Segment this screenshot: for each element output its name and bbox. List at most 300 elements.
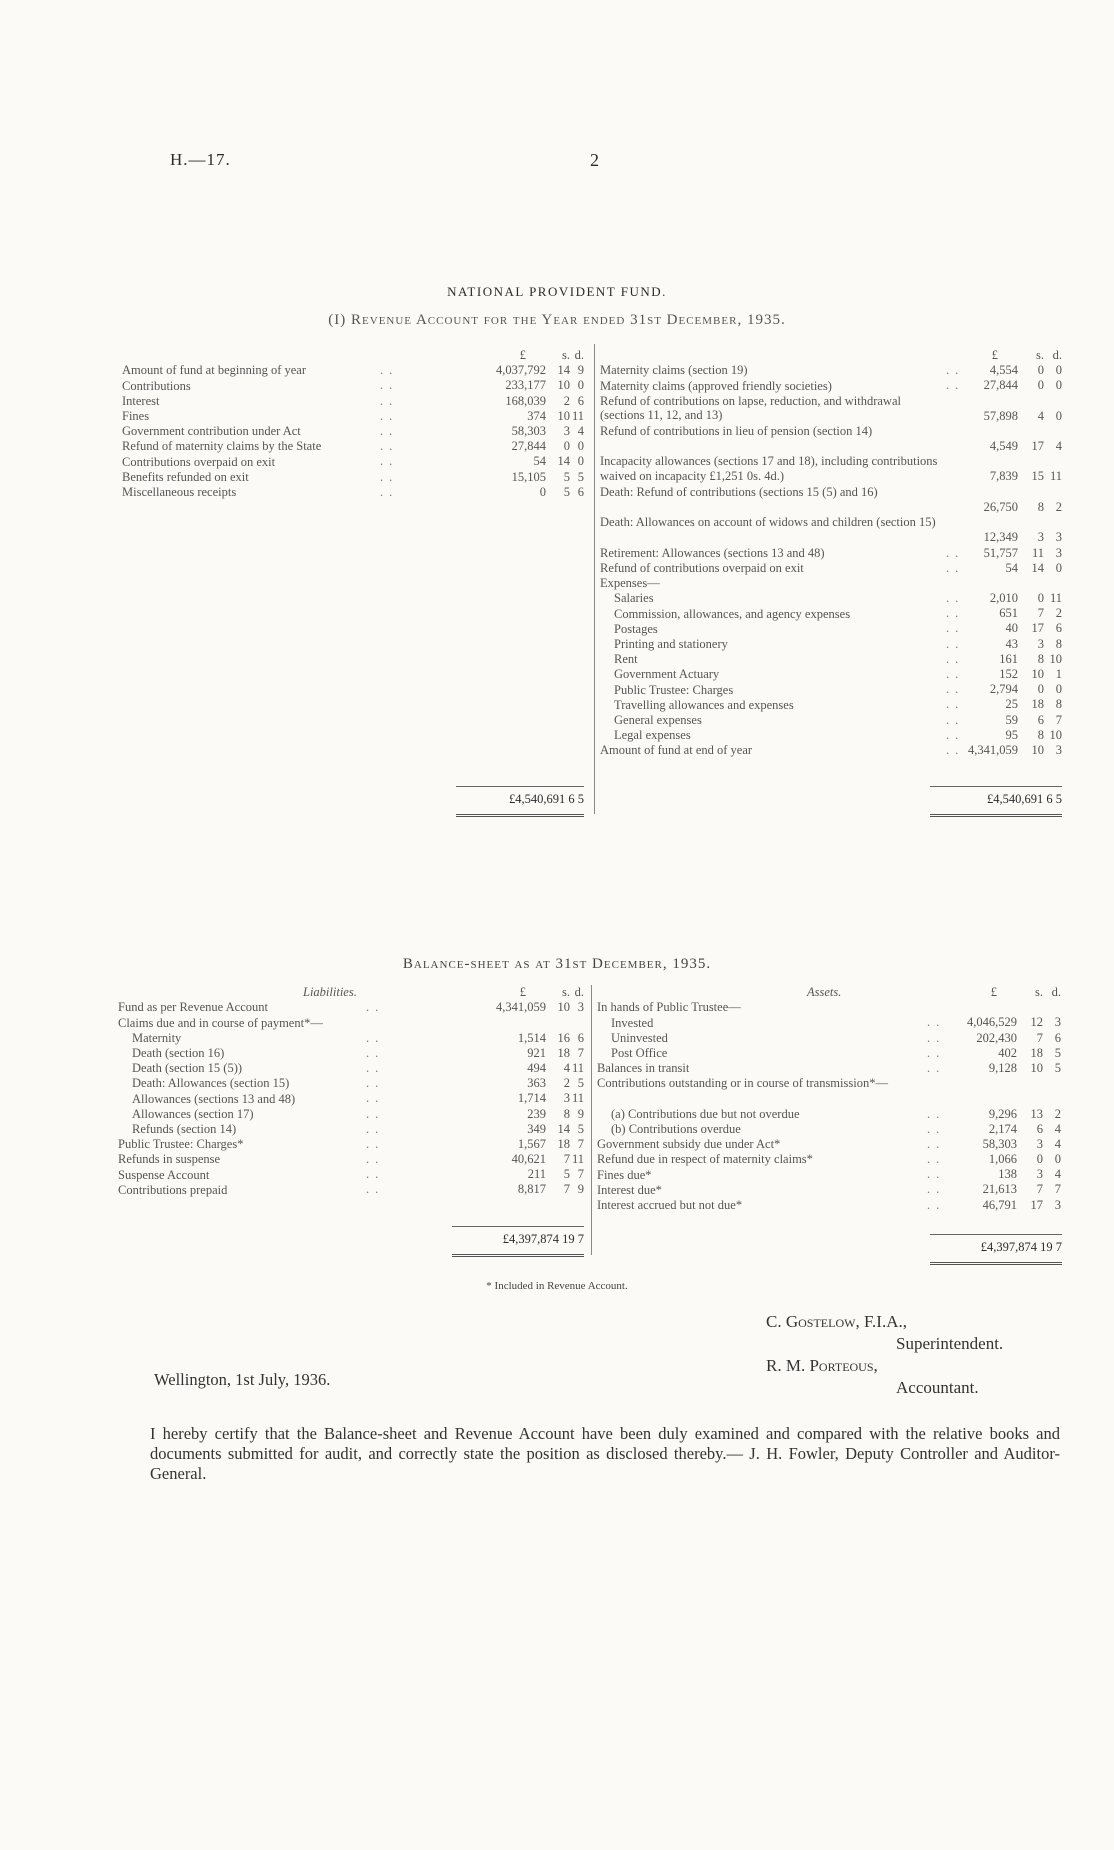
amount-pence: 5 — [1054, 1045, 1061, 1060]
leader-dots: .. — [946, 378, 965, 393]
amount-pounds: 4,549 — [989, 438, 1018, 453]
table-row — [118, 1152, 588, 1167]
row-label: General expenses — [614, 712, 702, 727]
table-row — [597, 1182, 1067, 1197]
amount-pence: 7 — [577, 1045, 584, 1060]
amount-pence: 2 — [1054, 1106, 1061, 1121]
amount-pounds: 4,037,792 — [496, 363, 546, 378]
amount-pence: 5 — [577, 469, 584, 484]
amount-shillings: 8 — [1037, 499, 1044, 514]
revenue-total: £4,540,691 6 5 — [509, 792, 584, 806]
amount-pounds: 4,341,059 — [968, 742, 1018, 757]
amount-shillings: 4 — [1037, 408, 1044, 423]
pound-column-head: £ — [991, 348, 998, 362]
leader-dots: .. — [946, 742, 965, 757]
table-row — [600, 697, 1066, 712]
row-label: Contributions — [122, 378, 191, 393]
amount-pounds: 58,303 — [982, 1136, 1017, 1151]
shilling-column-head: s. — [1035, 985, 1043, 999]
amount-shillings: 2 — [563, 393, 570, 408]
amount-pounds: 27,844 — [983, 378, 1018, 393]
total-rule — [452, 1226, 584, 1227]
table-row — [600, 394, 1066, 424]
amount-shillings: 4 — [563, 1060, 570, 1075]
row-label: Salaries — [614, 591, 654, 606]
table-row — [600, 546, 1066, 561]
amount-pence: 7 — [577, 1136, 584, 1151]
total-double-rule — [930, 814, 1062, 817]
amount-pence: 8 — [1055, 636, 1062, 651]
table-row — [118, 1122, 588, 1137]
amount-pence: 0 — [1055, 378, 1062, 393]
amount-pence: 9 — [577, 1182, 584, 1197]
table-row — [600, 621, 1066, 636]
amount-pence: 9 — [577, 363, 584, 378]
amount-shillings: 7 — [563, 1182, 570, 1197]
table-row — [118, 1046, 588, 1061]
total-rule — [456, 786, 584, 787]
amount-shillings: 3 — [1036, 1167, 1043, 1182]
table-row — [600, 454, 1066, 484]
leader-dots: .. — [380, 484, 399, 499]
shilling-column-head: s. — [562, 985, 570, 999]
amount-pence: 2 — [1055, 606, 1062, 621]
table-row — [597, 1031, 1067, 1046]
amount-shillings: 3 — [1037, 530, 1044, 545]
table-row — [597, 1107, 1067, 1122]
row-label: Uninvested — [611, 1030, 668, 1045]
amount-pounds: 168,039 — [505, 393, 546, 408]
assets-table — [597, 985, 1067, 1213]
table-row — [600, 682, 1066, 697]
amount-shillings: 10 — [557, 378, 570, 393]
row-label: Refund due in respect of maternity claims* — [597, 1152, 813, 1167]
place-date: Wellington, 1st July, 1936. — [154, 1370, 331, 1389]
amount-shillings: 3 — [1036, 1136, 1043, 1151]
amount-shillings: 2 — [563, 1076, 570, 1091]
row-label: Interest due* — [597, 1182, 662, 1197]
leader-dots: .. — [946, 363, 965, 378]
row-label: Incapacity allowances (sections 17 and 18), including contributions waived on incapacity £1,251 0s. 4d.) — [600, 454, 938, 483]
leader-dots: .. — [946, 667, 965, 682]
table-row — [118, 1091, 588, 1106]
amount-shillings: 17 — [1030, 1197, 1043, 1212]
amount-pounds: 202,430 — [976, 1030, 1017, 1045]
leader-dots: .. — [366, 1136, 385, 1151]
amount-pounds: 349 — [527, 1121, 546, 1136]
leader-dots: .. — [366, 1106, 385, 1121]
amount-pounds: 9,128 — [988, 1060, 1017, 1075]
amount-pence: 3 — [1055, 545, 1062, 560]
amount-pounds: 161 — [999, 651, 1018, 666]
amount-pence: 0 — [1055, 363, 1062, 378]
table-row — [600, 713, 1066, 728]
amount-pence: 10 — [1049, 651, 1062, 666]
fund-title: NATIONAL PROVIDENT FUND. — [447, 284, 667, 299]
row-label: Invested — [611, 1015, 654, 1030]
amount-pence: 0 — [577, 439, 584, 454]
amount-pence: 9 — [577, 1106, 584, 1121]
amount-shillings: 10 — [557, 1000, 570, 1015]
table-row — [597, 1046, 1067, 1061]
amount-pence: 6 — [577, 484, 584, 499]
amount-shillings: 14 — [557, 363, 570, 378]
amount-pounds: 239 — [527, 1106, 546, 1121]
amount-shillings: 0 — [1037, 591, 1044, 606]
amount-pence: 4 — [1054, 1136, 1061, 1151]
leader-dots: .. — [366, 1121, 385, 1136]
table-row — [597, 1000, 1067, 1015]
amount-pounds: 2,794 — [989, 682, 1018, 697]
amount-pence: 4 — [1055, 438, 1062, 453]
amount-pence: 3 — [577, 1000, 584, 1015]
table-row — [118, 1031, 588, 1046]
table-row — [597, 1198, 1067, 1213]
amount-pounds: 95 — [1005, 727, 1018, 742]
amount-shillings: 3 — [563, 423, 570, 438]
row-label: Refund of maternity claims by the State — [122, 439, 322, 454]
amount-shillings: 18 — [557, 1045, 570, 1060]
row-label: Retirement: Allowances (sections 13 and 48) — [600, 545, 825, 560]
leader-dots: .. — [380, 378, 399, 393]
leader-dots: .. — [927, 1167, 946, 1182]
amount-shillings: 13 — [1030, 1106, 1043, 1121]
section-heading: Assets. — [807, 985, 842, 999]
row-label: Post Office — [611, 1046, 668, 1061]
amount-pounds: 402 — [998, 1045, 1017, 1060]
amount-pounds: 25 — [1005, 697, 1018, 712]
revenue-receipts-table — [122, 348, 588, 500]
total-double-rule — [456, 814, 584, 817]
amount-shillings: 0 — [1037, 682, 1044, 697]
amount-shillings: 0 — [1037, 378, 1044, 393]
amount-pence: 11 — [571, 1091, 584, 1106]
amount-pounds: 27,844 — [511, 439, 546, 454]
leader-dots: .. — [927, 1030, 946, 1045]
row-label: Government subsidy due under Act* — [597, 1137, 781, 1152]
row-label: Government contribution under Act — [122, 424, 301, 439]
amount-pence: 11 — [571, 1060, 584, 1075]
leader-dots: .. — [946, 727, 965, 742]
leader-dots: .. — [380, 393, 399, 408]
table-row — [122, 454, 588, 469]
signature-name-1: C. Gostelow, F.I.A., — [766, 1312, 907, 1331]
amount-pence: 0 — [577, 454, 584, 469]
row-label: Refund of contributions overpaid on exit — [600, 561, 804, 575]
leader-dots: .. — [366, 1045, 385, 1060]
row-label: Contributions overpaid on exit — [122, 454, 276, 469]
amount-pounds: 8,817 — [517, 1182, 546, 1197]
amount-pounds: 58,303 — [511, 423, 546, 438]
balance-divider — [591, 985, 592, 1255]
amount-pounds: 374 — [527, 408, 546, 423]
row-label: Contributions outstanding or in course of transmission*— — [597, 1076, 888, 1091]
amount-pounds: 54 — [1005, 560, 1018, 575]
amount-pence: 0 — [1055, 408, 1062, 423]
row-label: Commission, allowances, and agency expenses — [614, 606, 851, 621]
revenue-divider — [594, 344, 595, 814]
pound-column-head: £ — [519, 985, 526, 999]
table-row — [597, 1152, 1067, 1167]
leader-dots: .. — [380, 408, 399, 423]
total-double-rule — [452, 1254, 584, 1257]
amount-pounds: 1,567 — [517, 1136, 546, 1151]
amount-pounds: 4,341,059 — [496, 1000, 546, 1015]
audit-certificate: I hereby certify that the Balance-sheet and Revenue Account have been duly examined and compared with the relative books and documents submitted for audit, and correctly state the position as disclosed thereby.— J. H. Fowler, Deputy Controller and Auditor-General. — [150, 1424, 1060, 1483]
amount-shillings: 14 — [557, 454, 570, 469]
row-label: Refunds (section 14) — [132, 1121, 237, 1136]
table-row — [122, 439, 588, 454]
leader-dots: .. — [380, 454, 399, 469]
table-row — [597, 1122, 1067, 1137]
row-label: Death (section 16) — [132, 1046, 225, 1061]
table-row — [600, 652, 1066, 667]
amount-shillings: 18 — [1030, 1045, 1043, 1060]
row-label: Public Trustee: Charges* — [118, 1137, 244, 1152]
row-label: Government Actuary — [614, 667, 720, 682]
table-row — [122, 485, 588, 500]
row-label: Fines due* — [597, 1167, 652, 1182]
leader-dots: .. — [946, 697, 965, 712]
row-label: Amount of fund at beginning of year — [122, 363, 306, 378]
amount-pounds: 51,757 — [983, 545, 1018, 560]
row-label: Legal expenses — [614, 728, 691, 743]
table-row — [600, 728, 1066, 743]
column-header-row — [122, 348, 588, 363]
row-label: (a) Contributions due but not overdue — [611, 1106, 800, 1121]
table-row — [122, 378, 588, 393]
amount-pounds: 0 — [539, 484, 546, 499]
leader-dots: .. — [946, 636, 965, 651]
amount-pence: 6 — [1054, 1030, 1061, 1045]
row-label: Fines — [122, 409, 150, 424]
row-label: Death: Refund of contributions (sections 15 (5) and 16) — [600, 484, 878, 499]
amount-shillings: 6 — [1037, 712, 1044, 727]
amount-shillings: 5 — [563, 1167, 570, 1182]
leader-dots: .. — [927, 1152, 946, 1167]
leader-dots: .. — [380, 469, 399, 484]
column-header-row — [597, 985, 1067, 1000]
signature-title-2: Accountant. — [896, 1378, 979, 1397]
column-header-row — [118, 985, 588, 1000]
leader-dots: .. — [366, 1076, 385, 1091]
amount-pounds: 138 — [998, 1167, 1017, 1182]
table-row — [118, 1167, 588, 1182]
row-label: Miscellaneous receipts — [122, 484, 237, 499]
document-reference: H.—17. — [170, 150, 231, 169]
table-row — [118, 1000, 588, 1015]
amount-pence: 5 — [1054, 1060, 1061, 1075]
balance-total: £4,397,874 19 7 — [502, 1232, 584, 1246]
total-rule — [930, 1234, 1062, 1235]
row-label: Fund as per Revenue Account — [118, 1000, 268, 1015]
amount-pounds: 1,514 — [517, 1030, 546, 1045]
amount-pence: 1 — [1055, 667, 1062, 682]
row-label: Postages — [614, 621, 658, 636]
row-label: Maternity claims (section 19) — [600, 363, 748, 378]
leader-dots: .. — [946, 651, 965, 666]
amount-pounds: 651 — [999, 606, 1018, 621]
row-label: Interest accrued but not due* — [597, 1197, 743, 1212]
leader-dots: .. — [927, 1060, 946, 1075]
amount-shillings: 11 — [1031, 545, 1044, 560]
signature-title-1: Superintendent. — [896, 1334, 1004, 1353]
row-label: Death: Allowances (section 15) — [132, 1076, 290, 1091]
row-label: Balances in transit — [597, 1061, 690, 1076]
leader-dots: .. — [380, 423, 399, 438]
table-row — [600, 606, 1066, 621]
amount-pence: 2 — [1055, 499, 1062, 514]
amount-shillings: 10 — [557, 408, 570, 423]
total-double-rule — [930, 1262, 1062, 1265]
table-row — [600, 576, 1066, 591]
shilling-column-head: s. — [1036, 348, 1044, 362]
leader-dots: .. — [366, 1060, 385, 1075]
amount-pence: 0 — [1054, 1152, 1061, 1167]
table-row — [122, 470, 588, 485]
pound-column-head: £ — [519, 348, 526, 362]
amount-shillings: 3 — [1037, 636, 1044, 651]
table-row — [118, 1137, 588, 1152]
table-row — [600, 378, 1066, 393]
table-row — [118, 1015, 588, 1030]
amount-pence: 0 — [577, 378, 584, 393]
amount-shillings: 5 — [563, 484, 570, 499]
row-label: Allowances (sections 13 and 48) — [132, 1091, 296, 1106]
leader-dots: .. — [366, 1182, 385, 1197]
amount-pounds: 152 — [999, 667, 1018, 682]
leader-dots: .. — [927, 1197, 946, 1212]
table-row — [597, 1061, 1067, 1076]
row-label: Death: Allowances on account of widows and children (section 15) — [600, 515, 936, 530]
amount-pence: 3 — [1054, 1197, 1061, 1212]
revenue-account-title: (I) Revenue Account for the Year ended 31st December, 1935. — [328, 312, 786, 328]
row-label: Refund of contributions on lapse, reduction, and withdrawal (sections 11, 12, and 13) — [600, 393, 901, 423]
amount-pence: 6 — [577, 393, 584, 408]
amount-shillings: 8 — [1037, 727, 1044, 742]
amount-pence: 11 — [1049, 591, 1062, 606]
table-row — [597, 1167, 1067, 1182]
amount-pounds: 233,177 — [505, 378, 546, 393]
row-label: Amount of fund at end of year — [600, 743, 753, 758]
amount-shillings: 15 — [1031, 469, 1044, 484]
shilling-column-head: s. — [562, 348, 570, 362]
amount-pounds: 21,613 — [982, 1182, 1017, 1197]
amount-pounds: 1,066 — [988, 1152, 1017, 1167]
amount-pence: 7 — [1055, 712, 1062, 727]
amount-shillings: 7 — [563, 1152, 570, 1167]
liabilities-table — [118, 985, 588, 1198]
amount-shillings: 10 — [1031, 742, 1044, 757]
leader-dots: .. — [946, 682, 965, 697]
table-row — [597, 1137, 1067, 1152]
amount-pounds: 46,791 — [982, 1197, 1017, 1212]
amount-pounds: 921 — [527, 1045, 546, 1060]
amount-pounds: 2,010 — [989, 591, 1018, 606]
leader-dots: .. — [366, 1152, 385, 1167]
row-label: Maternity — [132, 1030, 182, 1045]
leader-dots: .. — [946, 621, 965, 636]
table-row — [122, 394, 588, 409]
amount-pounds: 15,105 — [511, 469, 546, 484]
amount-pence: 11 — [1049, 469, 1062, 484]
row-label: Printing and stationery — [614, 636, 728, 651]
row-label: Public Trustee: Charges — [614, 682, 734, 697]
amount-shillings: 17 — [1031, 621, 1044, 636]
amount-shillings: 8 — [563, 1106, 570, 1121]
row-label: Allowances (section 17) — [132, 1106, 254, 1121]
amount-pounds: 57,898 — [983, 408, 1018, 423]
amount-shillings: 6 — [1036, 1121, 1043, 1136]
amount-pence: 4 — [1054, 1167, 1061, 1182]
revenue-payments-table — [600, 348, 1066, 758]
leader-dots: .. — [946, 560, 965, 575]
row-label: Rent — [614, 652, 638, 667]
amount-pounds: 59 — [1005, 712, 1018, 727]
amount-shillings: 12 — [1030, 1015, 1043, 1030]
amount-pence: 11 — [571, 408, 584, 423]
row-label: In hands of Public Trustee— — [597, 1000, 741, 1015]
amount-pence: 6 — [1055, 621, 1062, 636]
amount-shillings: 14 — [557, 1121, 570, 1136]
amount-shillings: 18 — [557, 1136, 570, 1151]
amount-pence: 3 — [1054, 1015, 1061, 1030]
leader-dots: .. — [946, 545, 965, 560]
pence-column-head: d. — [1051, 985, 1061, 999]
row-label: Interest — [122, 393, 160, 408]
amount-pounds: 7,839 — [989, 469, 1018, 484]
amount-pence: 5 — [577, 1121, 584, 1136]
table-row — [597, 1076, 1067, 1106]
pence-column-head: d. — [1052, 348, 1062, 362]
table-row — [600, 743, 1066, 758]
amount-pounds: 40,621 — [511, 1152, 546, 1167]
amount-pence: 5 — [577, 1076, 584, 1091]
amount-pence: 8 — [1055, 697, 1062, 712]
amount-pounds: 1,714 — [517, 1091, 546, 1106]
amount-pounds: 4,554 — [989, 363, 1018, 378]
footnote: * Included in Revenue Account. — [486, 1280, 628, 1292]
section-heading: Liabilities. — [303, 985, 357, 999]
row-label: Claims due and in course of payment*— — [118, 1015, 323, 1030]
leader-dots: .. — [946, 712, 965, 727]
amount-shillings: 8 — [1037, 651, 1044, 666]
amount-shillings: 5 — [563, 469, 570, 484]
leader-dots: .. — [366, 1030, 385, 1045]
leader-dots: .. — [366, 1000, 385, 1015]
table-row — [118, 1107, 588, 1122]
row-label: Travelling allowances and expenses — [614, 697, 794, 712]
balance-sheet-title: Balance-sheet as at 31st December, 1935. — [402, 956, 712, 972]
leader-dots: .. — [927, 1182, 946, 1197]
balance-total: £4,397,874 19 7 — [980, 1240, 1062, 1254]
amount-shillings: 0 — [1036, 1152, 1043, 1167]
amount-pence: 4 — [577, 423, 584, 438]
amount-shillings: 0 — [1037, 363, 1044, 378]
amount-shillings: 7 — [1036, 1182, 1043, 1197]
row-label: (b) Contributions overdue — [611, 1122, 741, 1136]
row-label: Suspense Account — [118, 1167, 210, 1182]
amount-shillings: 14 — [1031, 560, 1044, 575]
total-rule — [930, 786, 1062, 787]
amount-shillings: 7 — [1037, 606, 1044, 621]
amount-pounds: 363 — [527, 1076, 546, 1091]
table-row — [600, 424, 1066, 454]
row-label: Contributions prepaid — [118, 1182, 228, 1197]
amount-shillings: 0 — [563, 439, 570, 454]
leader-dots: .. — [927, 1106, 946, 1121]
table-row — [600, 667, 1066, 682]
